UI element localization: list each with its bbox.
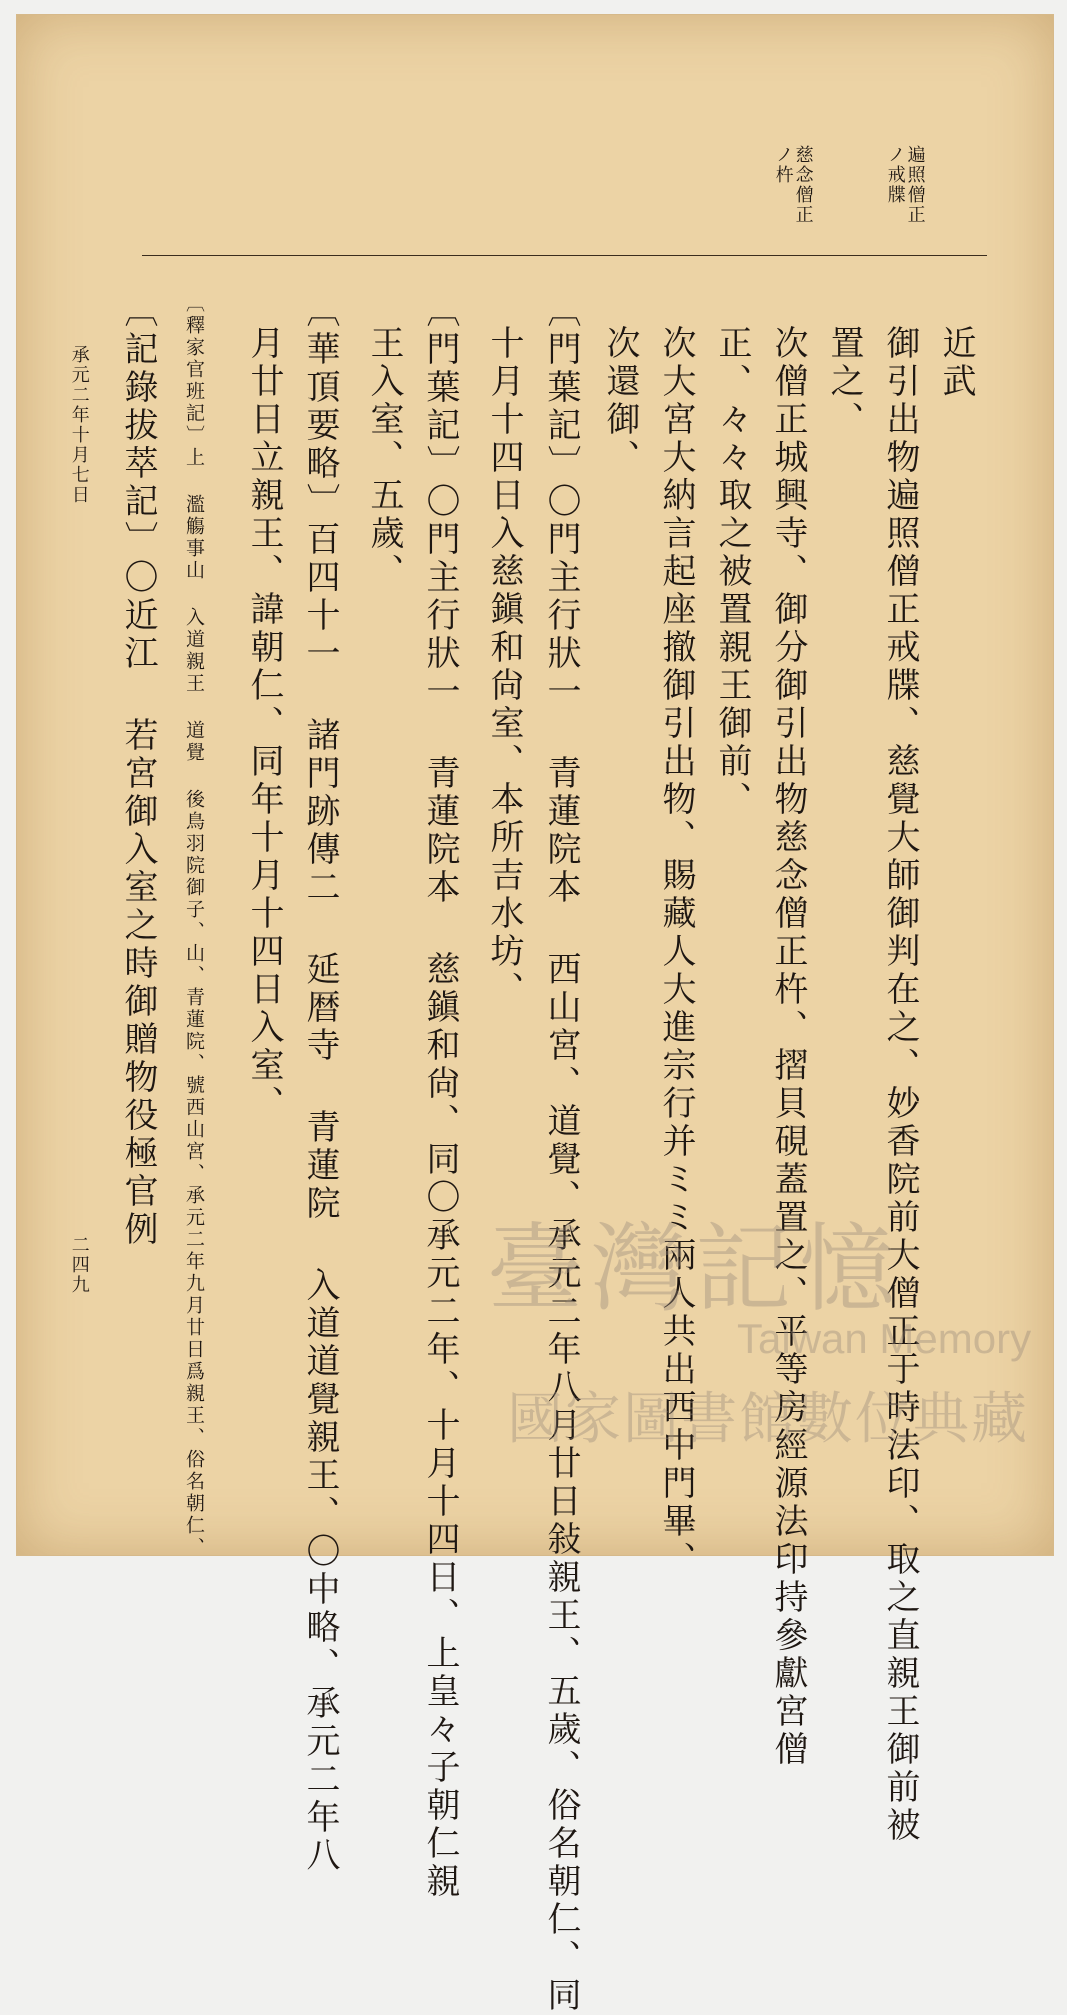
- horizontal-rule: [142, 255, 987, 256]
- text-column: 次僧正城興寺、御分御引出物慈念僧正杵、摺貝硯蓋置之、平等房經源法印持參獻宮僧: [768, 325, 808, 1769]
- text-column: 王入室、五歲、: [364, 325, 404, 591]
- text-column: 次大宮大納言起座撤御引出物、賜藏人大進宗行并ミミ兩人共出西中門畢、: [656, 325, 696, 1579]
- margin-note-henjo: [885, 145, 925, 225]
- text-column: 御引出物遍照僧正戒牒、慈覺大師御判在之、妙香院前大僧正于時法印、取之直親王御前被: [880, 325, 920, 1845]
- text-column: 近武: [936, 325, 976, 401]
- citation-column: 〔門葉記〕〇門主行狀一 青蓮院本 慈鎭和尙、同〇承元二年、十月十四日、上皇々子朝仁親: [420, 293, 460, 1901]
- watermark-latin: Taiwan Memory: [737, 1315, 1032, 1362]
- text-column: 十月十四日入慈鎭和尙室、本所吉水坊、: [484, 325, 524, 1009]
- citation-column: 〔華頂要略〕百四十一 諸門跡傳二 延暦寺 青蓮院 入道道覺親王、〇中略、承元二年八: [300, 293, 340, 1875]
- watermark-caption: 國家圖書館數位典藏: [507, 1387, 1029, 1450]
- text-column: 月廿日立親王、諱朝仁、同年十月十四日入室、: [244, 325, 284, 1123]
- page-number: 二四九: [68, 1235, 90, 1295]
- watermark-logo: 臺灣記憶: [487, 1216, 903, 1323]
- citation-column: 〔釋家官班記〕上 濫觴事山 入道親王 道覺 後鳥羽院御子、山、青蓮院、號西山宮、承元二年九月廿日爲親王、俗名朝仁、: [182, 293, 205, 1559]
- citation-column: 〔門葉記〕〇門主行狀一 青蓮院本 西山宮、道覺、承元二年八月廿日敍親王、五歲、俗名朝仁、同: [541, 293, 581, 2015]
- text-column: 正、々々取之被置親王御前、: [712, 325, 752, 819]
- document-page: [16, 14, 1054, 2015]
- margin-note-line: 遍照僧正: [904, 145, 926, 225]
- margin-note-jinen: [773, 145, 813, 225]
- margin-note-line: ノ杵: [772, 145, 794, 185]
- date-line: 承元二年十月七日: [68, 345, 90, 505]
- margin-note-line: 慈念僧正: [792, 145, 814, 225]
- margin-note-line: ノ戒牒: [884, 145, 906, 205]
- citation-column: 〔記錄拔萃記〕〇近江 若宮御入室之時御贈物役極官例: [118, 293, 158, 1249]
- text-column: 置之、: [824, 325, 864, 439]
- text-column: 次還御、: [600, 325, 640, 477]
